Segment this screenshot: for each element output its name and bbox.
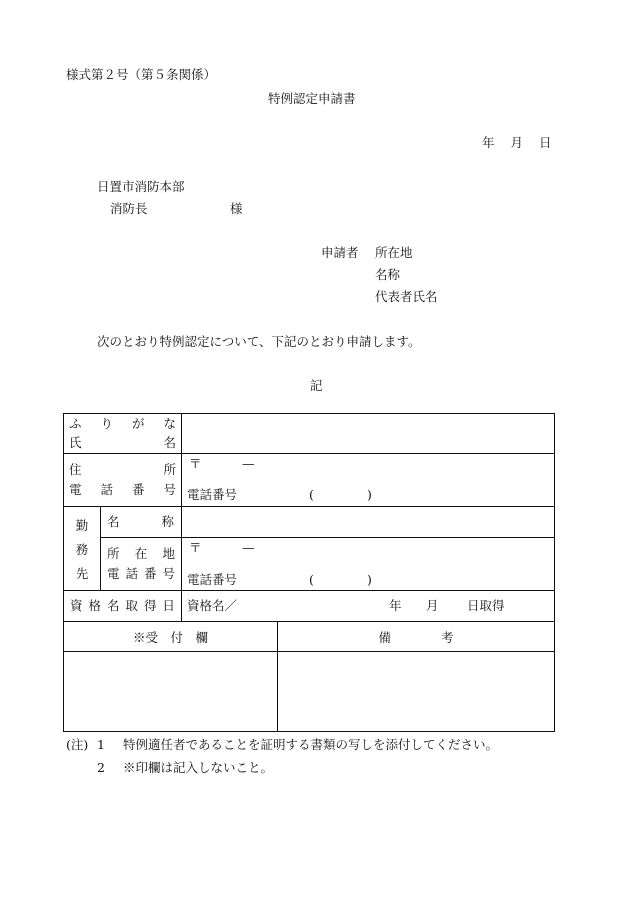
- qualification-month-label: 月: [426, 598, 439, 613]
- furigana-name-label-cell: [64, 414, 182, 454]
- workplace-name-input-cell[interactable]: [182, 507, 555, 538]
- applicant-name-label: 名称: [375, 267, 401, 282]
- table-row: [64, 538, 555, 591]
- document-title: 特例認定申請書: [268, 91, 356, 106]
- note-1-text: 特例適任者であることを証明する書類の写しを添付してください。: [123, 737, 499, 752]
- workplace-address-phone-label-cell: [101, 538, 182, 591]
- addressee-chief: 消防長: [110, 201, 148, 216]
- workplace-name-label-cell: [101, 507, 182, 538]
- workplace-phone-paren-close: ): [367, 572, 372, 587]
- table-row: [64, 454, 555, 507]
- phone-number-label: 電話番号: [187, 487, 238, 502]
- workplace-phone-label: 電 話 番 号: [107, 566, 175, 581]
- date-day-label: 日: [539, 135, 552, 150]
- table-row: [64, 652, 555, 732]
- postal-dash: —: [242, 456, 255, 471]
- qualification-day-label: 日取得: [467, 598, 505, 613]
- qualification-year-label: 年: [389, 598, 402, 613]
- address-phone-label-cell: [64, 454, 182, 507]
- workplace-label-cell: [64, 507, 101, 591]
- workplace-phone-number-label: 電話番号: [187, 572, 238, 587]
- reception-box: [64, 652, 278, 732]
- table-row: [64, 414, 555, 454]
- address-phone-input-cell[interactable]: [182, 454, 555, 507]
- phone-paren-close: ): [367, 487, 372, 502]
- workplace-label: 勤 務 先: [75, 517, 89, 581]
- furigana-label: ふ り が な: [69, 415, 176, 431]
- workplace-postal-mark: 〒: [189, 540, 202, 555]
- date-year-label: 年: [482, 135, 495, 150]
- application-form-table: [63, 413, 555, 732]
- workplace-address-label: 所 在 地: [107, 545, 175, 561]
- addressee-org: 日置市消防本部: [97, 179, 185, 194]
- application-statement: 次のとおり特例認定について、下記のとおり申請します。: [97, 334, 421, 349]
- table-row: [64, 622, 555, 652]
- postal-mark: 〒: [189, 456, 202, 471]
- table-row: [64, 591, 555, 622]
- reception-header: ※受 付 欄: [132, 629, 208, 645]
- form-number: 様式第２号（第５条関係）: [66, 67, 217, 82]
- phone-label-spread: 電 話 番 号: [69, 482, 176, 497]
- remarks-header: 備 考: [378, 629, 454, 645]
- address-label: 住 所: [69, 461, 176, 477]
- date-line: [482, 137, 552, 150]
- note-2-number: 2: [97, 760, 105, 775]
- remarks-header-cell: [278, 622, 555, 652]
- workplace-name-label: 名 称: [107, 513, 174, 529]
- workplace-postal-dash: —: [242, 540, 255, 555]
- table-row: [64, 507, 555, 538]
- workplace-address-phone-input-cell[interactable]: [182, 538, 555, 591]
- applicant-representative-label: 代表者氏名: [375, 289, 438, 304]
- qualification-name-label: 資格名／: [187, 598, 238, 613]
- note-1-number: 1: [97, 737, 105, 752]
- furigana-name-input-cell[interactable]: [182, 414, 555, 454]
- remarks-box[interactable]: [278, 652, 555, 732]
- applicant-label: 申請者: [321, 245, 359, 260]
- workplace-phone-paren-open: (: [309, 572, 314, 587]
- reception-header-cell: [64, 622, 278, 652]
- note-prefix: (注): [66, 737, 89, 752]
- note-2-text: ※印欄は記入しないこと。: [123, 760, 274, 775]
- phone-paren-open: (: [309, 487, 314, 502]
- name-label: 氏 名: [69, 435, 176, 450]
- applicant-address-label: 所在地: [375, 245, 413, 260]
- ki-heading: 記: [310, 378, 323, 393]
- date-month-label: 月: [510, 135, 524, 150]
- qualification-date-label: 資 格 名 取 得 日: [70, 597, 175, 613]
- addressee-honorific: 様: [230, 201, 243, 216]
- qualification-label-cell: [64, 591, 182, 622]
- qualification-input-cell[interactable]: [182, 591, 555, 622]
